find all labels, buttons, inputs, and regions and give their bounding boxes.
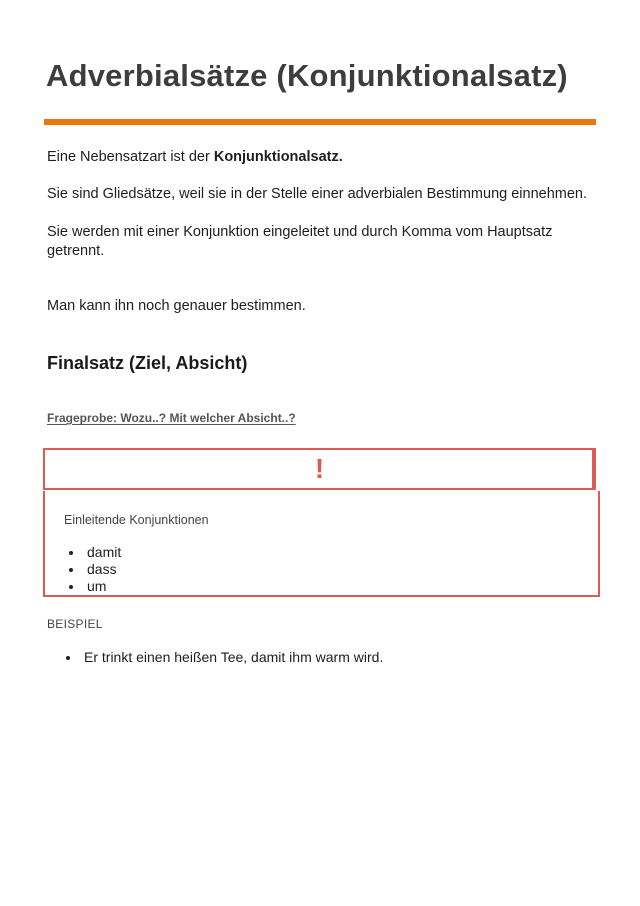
intro-paragraph-1 — [47, 148, 597, 167]
alert-header-edge — [592, 448, 596, 490]
intro-text: Eine Nebensatzart ist der — [47, 149, 214, 165]
section-heading: Finalsatz (Ziel, Absicht) — [47, 353, 248, 373]
alert-box-body — [43, 491, 600, 597]
conjunctions-label: Einleitende Konjunktionen — [64, 513, 209, 527]
title-underline-rule — [44, 119, 596, 125]
list-item: dass — [65, 561, 121, 578]
intro-paragraph-2: Sie sind Gliedsätze, weil sie in der Stelle einer adverbialen Bestimmung einnehmen. — [47, 186, 588, 202]
exclamation-icon: ! — [314, 453, 325, 484]
list-item: Er trinkt einen heißen Tee, damit ihm warm wird. — [62, 648, 383, 667]
intro-paragraph-4: Man kann ihn noch genauer bestimmen. — [47, 298, 306, 314]
example-list — [62, 648, 383, 667]
page-title: Adverbialsätze (Konjunktionalsatz) — [46, 58, 568, 93]
example-label: BEISPIEL — [47, 617, 103, 631]
intro-paragraph-3: Sie werden mit einer Konjunktion eingeleitet und durch Komma vom Hauptsatz getrennt. — [47, 224, 553, 259]
intro-bold-term: Konjunktionalsatz. — [213, 149, 343, 165]
question-probe: Frageprobe: Wozu..? Mit welcher Absicht..? — [47, 411, 296, 425]
list-item: um — [65, 578, 121, 595]
alert-box-header — [43, 448, 596, 490]
list-item: damit — [65, 544, 121, 561]
conjunctions-list — [65, 544, 121, 595]
